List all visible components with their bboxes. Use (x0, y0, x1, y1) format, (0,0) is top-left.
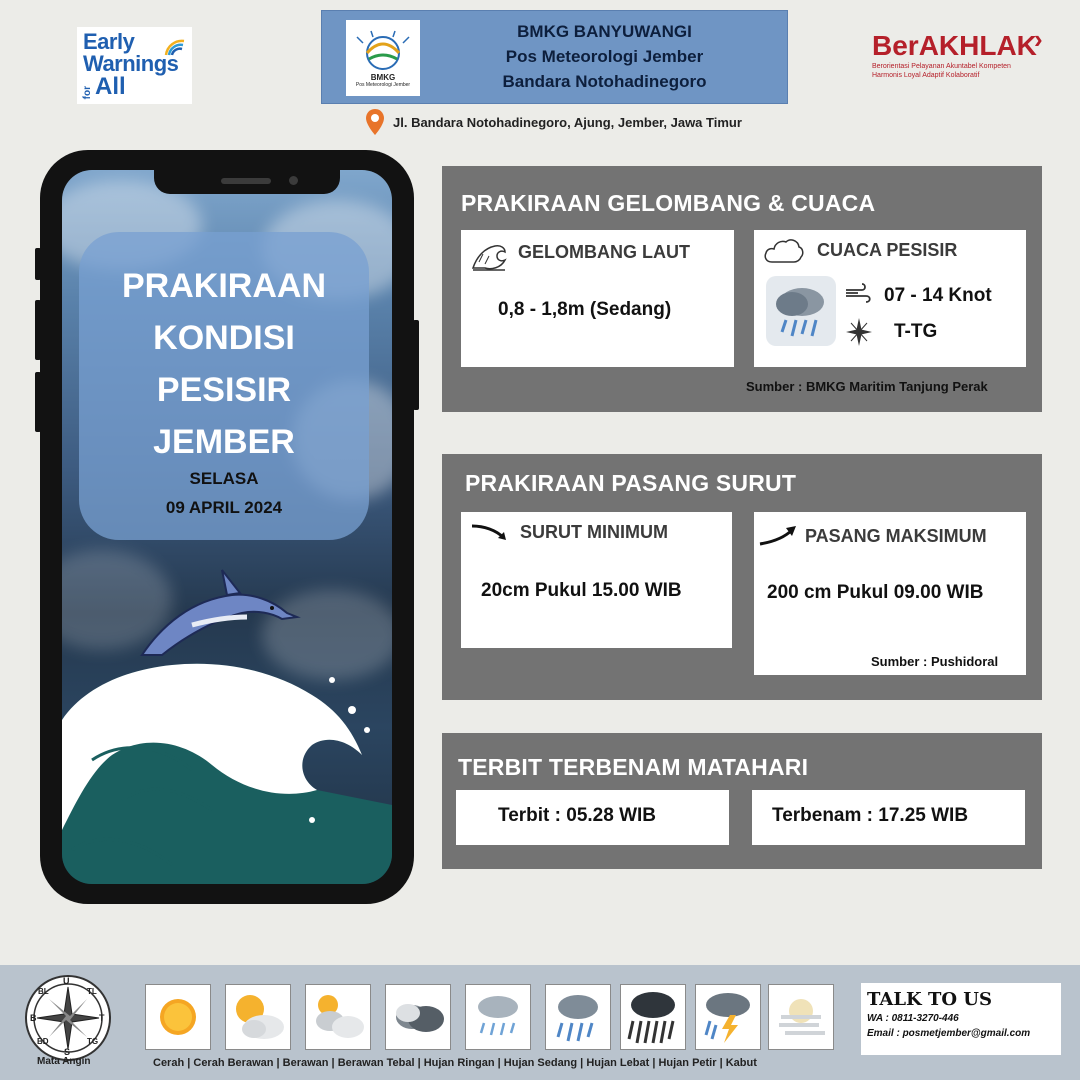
partly-cloudy-icon (305, 984, 371, 1050)
bmkg-line2: Pos Meteorologi Jember (505, 47, 704, 66)
ewa-line1: Early (83, 29, 135, 54)
trend-up-icon (758, 524, 798, 548)
contact-wa[interactable]: WA : 0811-3270-446 (867, 1013, 959, 1024)
compass-t: T (99, 1013, 105, 1023)
berakhlak-word: BerAKHLAK (872, 30, 1037, 61)
big-wave-icon (62, 640, 392, 884)
signal-arcs-icon (164, 37, 186, 57)
title-text (79, 260, 369, 468)
coastal-label: CUACA PESISIR (817, 240, 958, 260)
wind-icon (844, 282, 872, 306)
phone-screen (62, 170, 392, 884)
thunderstorm-icon (695, 984, 761, 1050)
tide-source: Sumber : Pushidoral (871, 654, 999, 669)
sunset-value: Terbenam : 17.25 WIB (772, 805, 969, 826)
forecast-day: SELASA (189, 469, 259, 488)
tide-panel (442, 454, 1042, 700)
low-tide-label: SURUT MINIMUM (520, 522, 668, 542)
sun-panel (442, 733, 1042, 869)
bmkg-logo-sub: Pos Meteorologi Jember (355, 81, 411, 88)
bmkg-line1: BMKG BANYUWANGI (517, 22, 692, 41)
contact-box (861, 983, 1061, 1055)
camera-icon (289, 176, 298, 185)
bmkg-line3: Bandara Notohadinegoro (502, 72, 707, 91)
bmkg-emblem-icon (353, 29, 413, 73)
compass (25, 975, 111, 1061)
wave-icon (471, 238, 507, 272)
compass-b: B (30, 1013, 37, 1023)
chevron-right-icon: › (1034, 24, 1043, 54)
compass-s: S (64, 1047, 71, 1057)
phone-notch (154, 170, 340, 194)
compass-u: U (63, 976, 70, 986)
ewa-line3: All (95, 73, 126, 100)
title-line: KONDISI (153, 319, 295, 357)
sun-panel-title: TERBIT TERBENAM MATAHARI (458, 754, 809, 780)
rain-cloud-icon (766, 276, 836, 346)
sunrise-value: Terbit : 05.28 WIB (498, 805, 657, 826)
speaker-icon (221, 178, 271, 184)
fog-icon (768, 984, 834, 1050)
berakhlak-sub1: Berorientasi Pelayanan Akuntabel Kompeten (872, 63, 1011, 70)
map-pin-icon (365, 108, 385, 136)
phone-button (35, 300, 41, 360)
title-line: JEMBER (153, 423, 295, 461)
early-warnings-logo (77, 27, 192, 104)
sunset-card (752, 790, 1025, 845)
forecast-date: 09 APRIL 2024 (165, 498, 283, 517)
compass-rose-icon (846, 318, 872, 346)
wind-direction: T-TG (894, 321, 938, 342)
title-line: PRAKIRAAN (122, 267, 326, 305)
bmkg-header (321, 10, 788, 104)
phone-button (413, 320, 419, 410)
bmkg-logo (346, 20, 420, 96)
weather-panel (442, 166, 1042, 412)
low-tide-value: 20cm Pukul 15.00 WIB (481, 580, 682, 601)
wind-speed: 07 - 14 Knot (884, 285, 992, 306)
phone-button (35, 372, 41, 432)
high-tide-label: PASANG MAKSIMUM (805, 526, 987, 546)
compass-bd: BD (37, 1037, 49, 1046)
light-rain-icon (465, 984, 531, 1050)
compass-tg: TG (87, 1037, 99, 1046)
title-line: PESISIR (156, 371, 292, 409)
weather-legend (0, 965, 1080, 1080)
wave-label: GELOMBANG LAUT (518, 242, 690, 262)
heavy-rain-icon (620, 984, 686, 1050)
ewa-for: for (82, 85, 93, 99)
sun-cloud-icon (225, 984, 291, 1050)
compass-bl: BL (38, 987, 49, 996)
high-tide-value: 200 cm Pukul 09.00 WIB (767, 582, 984, 603)
ewa-line2: Warnings (83, 51, 179, 76)
phone-mockup (40, 150, 414, 904)
compass-tl: TL (87, 987, 97, 996)
compass-label: Mata Angin (37, 1056, 91, 1067)
sun-icon (145, 984, 211, 1050)
wave-value: 0,8 - 1,8m (Sedang) (498, 299, 672, 320)
trend-down-icon (470, 522, 510, 542)
weather-panel-title: PRAKIRAAN GELOMBANG & CUACA (461, 190, 876, 216)
phone-button (35, 248, 41, 280)
moderate-rain-icon (545, 984, 611, 1050)
overcast-icon (385, 984, 451, 1050)
cloud-outline-icon (762, 236, 804, 266)
berakhlak-logo (872, 24, 1052, 80)
legend-text: Cerah | Cerah Berawan | Berawan | Berawan Tebal | Hujan Ringan | Hujan Sedang | Hujan Lebat | Hujan Petir | Kabut (153, 1057, 757, 1069)
berakhlak-sub2: Harmonis Loyal Adaptif Kolaboratif (872, 72, 980, 79)
low-tide-card (461, 512, 732, 648)
title-card (79, 232, 369, 540)
wave-card (461, 230, 734, 367)
sunrise-card (456, 790, 729, 845)
high-tide-card (754, 512, 1026, 675)
contact-heading: TALK TO US (867, 989, 992, 1010)
bmkg-logo-text: BMKG (370, 72, 396, 82)
tide-panel-title: PRAKIRAAN PASANG SURUT (465, 470, 797, 496)
coastal-weather-card (754, 230, 1026, 367)
address-text: Jl. Bandara Notohadinegoro, Ajung, Jember, Jawa Timur (393, 114, 742, 130)
contact-email[interactable]: Email : posmetjember@gmail.com (867, 1028, 1031, 1039)
address (365, 108, 742, 136)
weather-source: Sumber : BMKG Maritim Tanjung Perak (746, 379, 988, 394)
